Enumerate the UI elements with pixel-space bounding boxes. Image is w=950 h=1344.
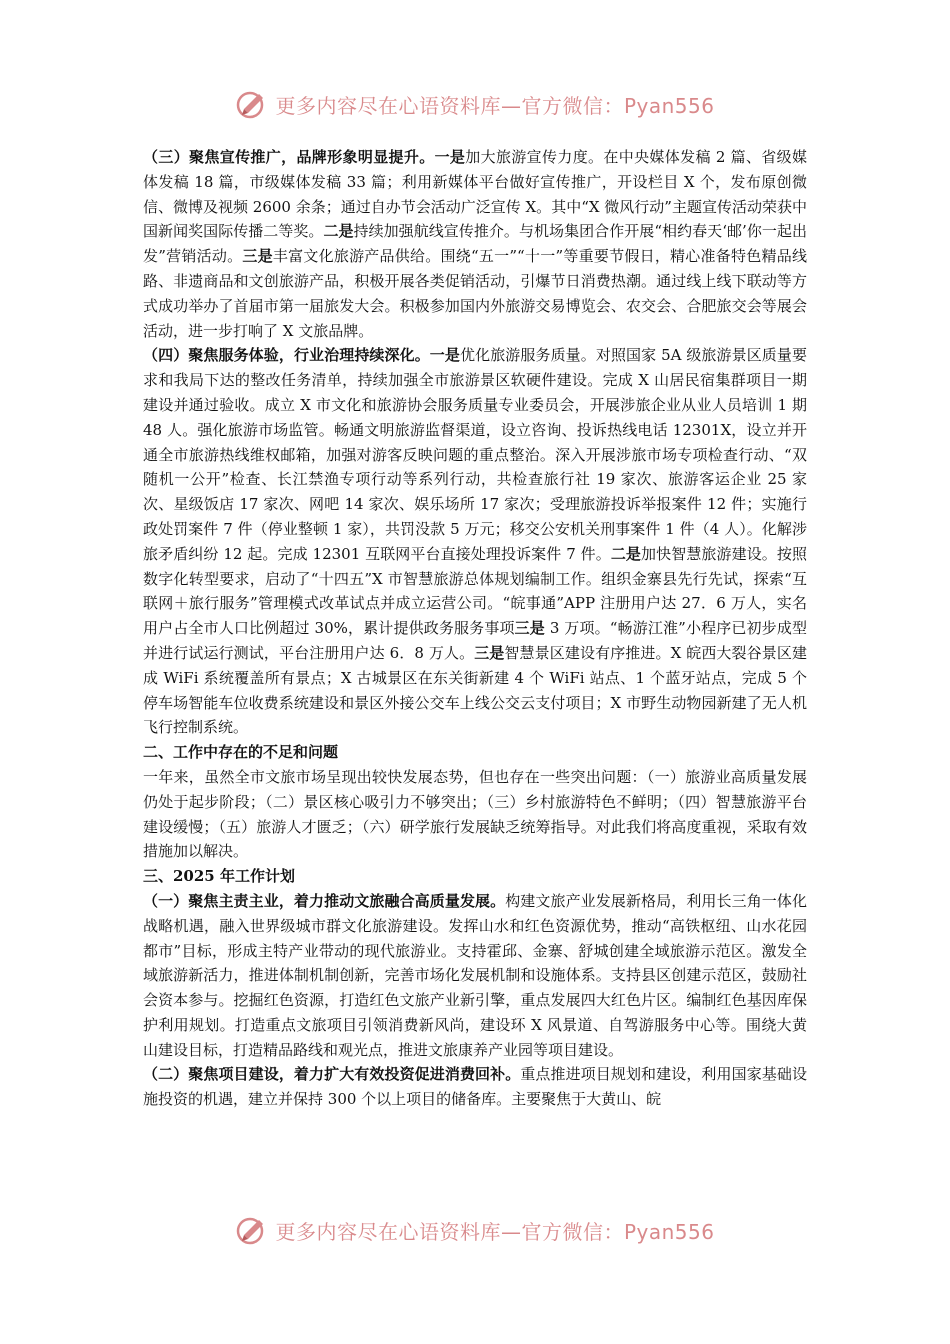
bold-text-run: 三、2025 年工作计划 [143, 867, 295, 886]
paragraph-plan-projects [143, 1062, 807, 1112]
watermark-text: 更多内容尽在心语资料库—官方微信：Pyan556 [275, 93, 715, 118]
paragraph-problems [143, 765, 807, 864]
text-run: 一年来，虽然全市文旅市场呈现出较快发展态势，但也存在一些突出问题：（一）旅游业高质量发展仍处于起步阶段；（二）景区核心吸引力不够突出；（三）乡村旅游特色不鲜明；（四）智慧旅游平台建设缓慢；（五）旅游人才匮乏；（六）研学旅行发展缺乏统筹指导。对此我们将高度重视，采取有效措施加以解决。 [143, 767, 807, 861]
bold-text-run: 二、工作中存在的不足和问题 [143, 743, 339, 762]
text-run: 加快智慧旅游建设。按照数字化转型要求，启动了“十四五”X 市智慧旅游总体规划编制工作。组织金寨县先行先试，探索“互联网＋旅行服务”管理模式改革试点并成立运营公司。“皖事通”APP 注册用户达 27．6 万人，实名用户占全市人口比例超过 30%，累计提供政务服务事项 [143, 544, 807, 638]
bold-text-run: 三是 [474, 643, 505, 662]
watermark-text: 更多内容尽在心语资料库—官方微信：Pyan556 [275, 1219, 715, 1244]
bold-text-run: 一是 [434, 148, 466, 166]
bold-text-run: 三是 [242, 247, 273, 266]
paragraph-publicity [143, 145, 807, 343]
text-run: 持续加强航线宣传推介。与机场集团合作开展“相约春天‘邮’你一起出发”营销活动。 [143, 222, 807, 266]
bold-text-run: 一是 [429, 346, 460, 365]
text-run: 3 万项。“畅游江淮”小程序已初步成型并进行试运行测试，平台注册用户达 6．8 万人。 [143, 619, 807, 662]
paragraph-service [143, 343, 807, 740]
text-run: 优化旅游服务质量。对照国家 5A 级旅游景区质量要求和我局下达的整改任务清单，持续加强全市旅游景区软硬件建设。完成 X 山居民宿集群项目一期建设并通过验收。成立 X 市文化和旅游协会服务质量专业委员会，开展涉旅企业从业人员培训 1 期 48 人。强化旅游市场监管。畅通文明旅游监督渠道，设立咨询、投诉热线电话 12301X，设立并开通全市旅游热线维权邮箱，加强对游客反映问题的重点整治。深入开展涉旅市场专项检查行动、“双随机一公开”检查、长江禁渔专项行动等系列行动，共检查旅行社 19 家次、旅游客运企业 25 家次、星级饭店 17 家次、网吧 14 家次、娱乐场所 17 家次；受理旅游投诉举报案件 12 件；实施行政处罚案件 7 件（停业整顿 1 家），共罚没款 5 万元；移交公安机关刑事案件 1 件（4 人）。化解涉旅矛盾纠纷 12 起。完成 12301 互联网平台直接处理投诉案件 7 件。 [143, 346, 807, 563]
text-run: 加大旅游宣传力度。在中央媒体发稿 2 篇、省级媒体发稿 18 篇，市级媒体发稿 33 篇；利用新媒体平台做好宣传推广，开设栏目 X 个，发布原创微信、微博及视频 2600 余条；通过自办节会活动广泛宣传 X。其中“X 微风行动”主题宣传活动荣获中国新闻奖国际传播二等奖。 [143, 148, 807, 241]
text-run: 构建文旅产业发展新格局，利用长三角一体化战略机遇，融入世界级城市群文化旅游建设。发挥山水和红色资源优势，推动“高铁枢纽、山水花园都市”目标，形成主特产业带动的现代旅游业。支持霍邱、金寨、舒城创建全域旅游示范区。激发全域旅游新活力，推进体制机制创新，完善市场化发展机制和设施体系。支持县区创建示范区，鼓励社会资本参与。挖掘红色资源，打造红色文旅产业新引擎，重点发展四大红色片区。编制红色基因库保护利用规划。打造重点文旅项目引领消费新风尚，建设环 X 风景道、自驾游服务中心等。围绕大黄山建设目标，打造精品路线和观光点，推进文旅康养产业园等项目建设。 [143, 891, 807, 1059]
text-run: 智慧景区建设有序推进。X 皖西大裂谷景区建成 WiFi 系统覆盖所有景点；X 古城景区在东关街新建 4 个 WiFi 站点、1 个蓝牙站点，完成 5 个停车场智能车位收费系统建设和景区外接公交车上线公交云支付项目；X 市野生动物园新建了无人机飞行控制系统。 [143, 643, 807, 737]
bold-text-run: （二）聚焦项目建设，着力扩大有效投资促进消费回补。 [143, 1065, 521, 1084]
section-heading-problems [143, 740, 807, 765]
section-heading-plan [143, 864, 807, 889]
bold-text-run: （三）聚焦宣传推广，品牌形象明显提升。 [143, 148, 435, 166]
paragraph-plan-integration [143, 889, 807, 1063]
header-watermark-banner [0, 84, 950, 124]
document-body [143, 145, 807, 1112]
footer-watermark-banner [0, 1210, 950, 1250]
bold-text-run: 二是 [610, 544, 642, 563]
bold-text-run: 二是 [323, 222, 354, 241]
pen-logo-icon [235, 87, 269, 121]
text-run: 丰富文化旅游产品供给。围绕“五一”“十一”等重要节假日，精心准备特色精品线路、非遗商品和文创旅游产品，积极开展各类促销活动，引爆节日消费热潮。通过线上线下联动等方式成功举办了首届市第一届旅发大会。积极参加国内外旅游交易博览会、农交会、合肥旅交会等展会活动，进一步打响了 X 文旅品牌。 [143, 247, 807, 340]
bold-text-run: （四）聚焦服务体验，行业治理持续深化。 [143, 346, 430, 365]
bold-text-run: 三是 [514, 619, 545, 638]
pen-logo-icon [235, 1213, 269, 1247]
bold-text-run: （一）聚焦主责主业，着力推动文旅融合高质量发展。 [143, 891, 506, 910]
text-run: 重点推进项目规划和建设，利用国家基础设施投资的机遇，建立并保持 300 个以上项目的储备库。主要聚焦于大黄山、皖 [143, 1065, 807, 1109]
